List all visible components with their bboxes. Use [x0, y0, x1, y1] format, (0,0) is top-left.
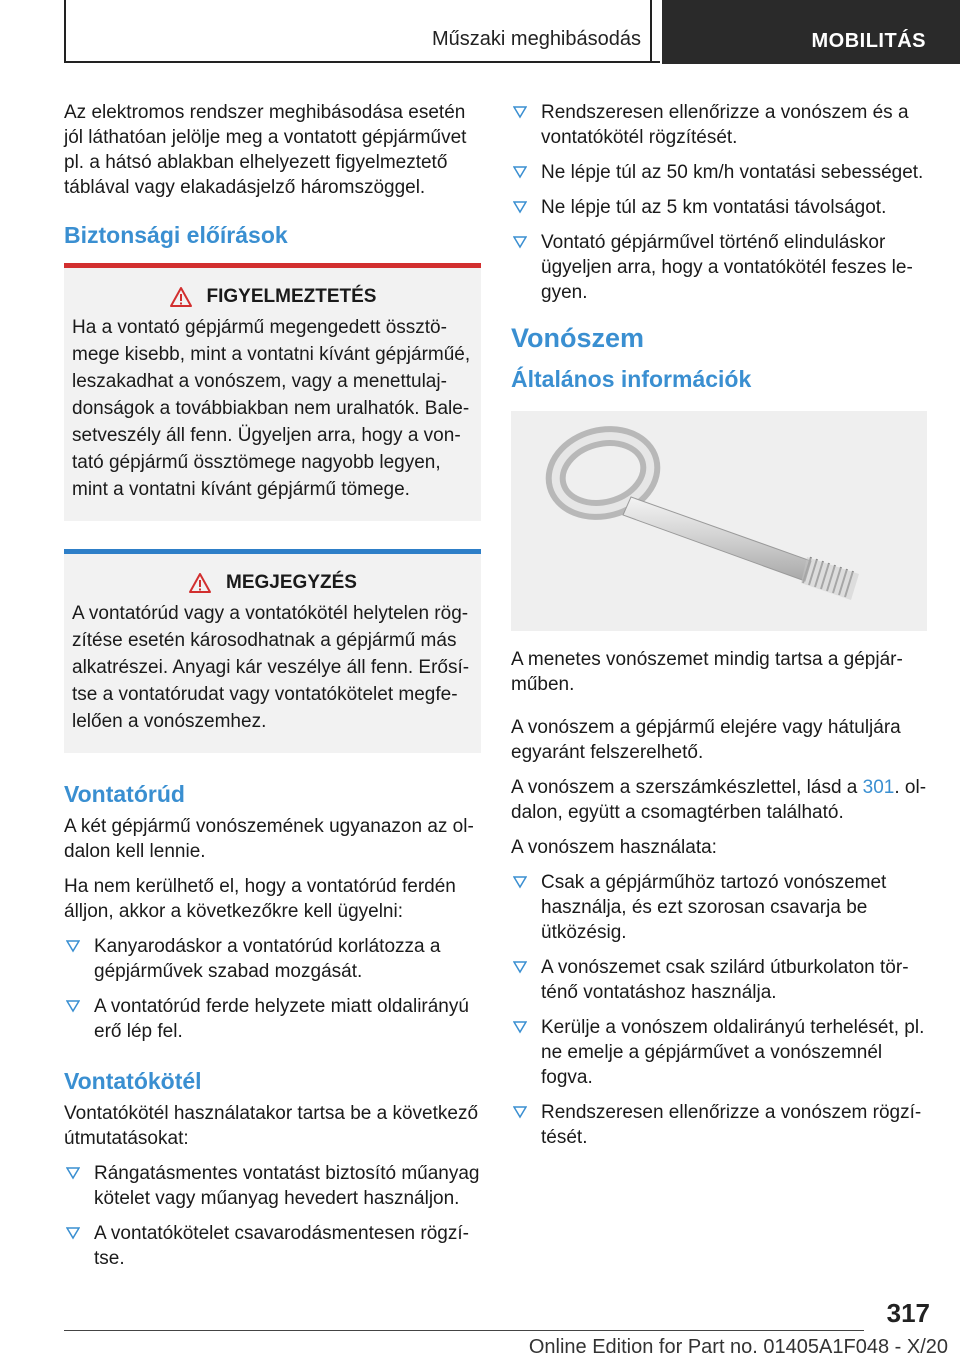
tow-rope-heading: Vontatókötél: [64, 1068, 202, 1094]
bullet-triangle-icon: [513, 1105, 527, 1119]
list-item-text: A vontatórúd ferde helyzete miatt oldalirányú erő lép fel.: [94, 996, 469, 1042]
list-item: [511, 955, 928, 1005]
list-item-text: Rendszeresen ellenőrizze a vonószem és a vontatókötél rögzítését.: [541, 102, 909, 148]
footer-rule: [64, 1330, 864, 1331]
warning-title: [72, 286, 473, 308]
safety-heading: Biztonsági előírások: [64, 222, 288, 248]
bullet-triangle-icon: [66, 999, 80, 1013]
caution-triangle-icon: [188, 572, 212, 594]
list-item: [64, 1161, 481, 1211]
tow-bar-list: [64, 934, 481, 1044]
list-item: [511, 1100, 928, 1150]
tow-bar-paragraph-2: Ha nem kerülhető el, hogy a vontatórúd ferdén álljon, akkor a következőkre kell ügyelni:: [64, 876, 456, 922]
list-item-text: A vontatókötelet csavarodásmentesen rögzítse.: [94, 1223, 469, 1269]
header-mid-rule: [650, 0, 652, 62]
note-title: [72, 572, 473, 594]
header-left-rule: [64, 0, 66, 62]
bullet-triangle-icon: [513, 200, 527, 214]
bullet-triangle-icon: [66, 1166, 80, 1180]
list-item: [511, 230, 928, 305]
bullet-triangle-icon: [513, 235, 527, 249]
mounting-paragraph: A vonószem a gépjármű elejére vagy hátuljára egyaránt felszerelhető.: [511, 717, 901, 763]
list-item-text: Csak a gépjárműhöz tartozó vonószemet használja, és ezt szorosan csavarja be ütközésig.: [541, 872, 887, 943]
usage-list: [511, 870, 928, 1150]
list-item-text: Vontató gépjárművel történő elinduláskor ügyeljen arra, hogy a vontatókötél feszes legyen.: [541, 232, 913, 303]
bullet-triangle-icon: [66, 939, 80, 953]
towing-eye-heading: Vonószem: [511, 323, 645, 353]
list-item: [511, 195, 928, 220]
bullet-triangle-icon: [513, 1020, 527, 1034]
location-text-after: . oldalon, együtt a csomagtérben található.: [511, 777, 927, 823]
header-section-title: Műszaki meghibásodás: [432, 28, 641, 50]
note-box: [64, 554, 481, 753]
right-column: [511, 100, 928, 1160]
bullet-triangle-icon: [513, 105, 527, 119]
tow-rope-paragraph: Vontatókötél használatakor tartsa be a következő útmutatásokat:: [64, 1103, 479, 1149]
list-item-text: Rángatásmentes vontatást biztosító műanyag kötelet vagy műanyag hevedert használjon.: [94, 1163, 480, 1209]
tow-rope-list: [64, 1161, 481, 1271]
header-chapter-tab: [662, 0, 960, 64]
bullet-triangle-icon: [66, 1226, 80, 1240]
list-item: [511, 160, 928, 185]
list-item-text: Rendszeresen ellenőrizze a vonószem rögzítését.: [541, 1102, 922, 1148]
note-text: A vontatórúd vagy a vontatókötél helytelen rögzítése esetén károsodhatnak a gépjármű más alkatrészei. Anyagi kár veszélye áll fenn. Erősítse a vontatórudat vagy vontatókötelet megfelelően a vonószemhez.: [72, 603, 470, 732]
towing-eye-image: [511, 411, 927, 631]
image-caption-paragraph: A menetes vonószemet mindig tartsa a gépjárműben.: [511, 649, 903, 695]
list-item-text: Ne lépje túl az 50 km/h vontatási sebességet.: [541, 162, 924, 183]
list-item-text: Kerülje a vonószem oldalirányú terhelését, pl. ne emelje a gépjárművet a vonószemnél fogva.: [541, 1017, 925, 1088]
warning-triangle-icon: [169, 286, 193, 308]
list-item: [511, 100, 928, 150]
page-number: 317: [886, 1298, 930, 1328]
header-chapter-label: MOBILITÁS: [811, 30, 926, 52]
general-info-heading: Általános információk: [511, 366, 752, 392]
footer-edition: Online Edition for Part no. 01405A1F048 - X/20: [528, 1336, 948, 1358]
list-item: [511, 870, 928, 945]
location-paragraph: [511, 775, 928, 825]
list-item-text: Kanyarodáskor a vontatórúd korlátozza a gépjárművek szabad mozgását.: [94, 936, 441, 982]
warning-box: [64, 268, 481, 521]
bullet-triangle-icon: [513, 165, 527, 179]
note-title-text: MEGJEGYZÉS: [226, 572, 357, 593]
towing-checks-list: [511, 100, 928, 305]
bullet-triangle-icon: [513, 875, 527, 889]
list-item: [64, 1221, 481, 1271]
warning-title-text: FIGYELMEZTETÉS: [206, 286, 377, 307]
list-item: [511, 1015, 928, 1090]
bullet-triangle-icon: [513, 960, 527, 974]
usage-intro-paragraph: A vonószem használata:: [511, 837, 717, 858]
list-item-text: A vonószemet csak szilárd útburkolaton történő vontatáshoz használja.: [541, 957, 909, 1003]
towing-eye-illustration: [511, 411, 927, 631]
page-reference-link[interactable]: 301: [862, 777, 895, 798]
tow-bar-paragraph-1: A két gépjármű vonószemének ugyanazon az oldalon kell lennie.: [64, 816, 474, 862]
location-text-before: A vonószem a szerszámkészlettel, lásd a: [511, 777, 863, 798]
list-item: [64, 934, 481, 984]
left-column: [64, 100, 481, 1281]
list-item-text: Ne lépje túl az 5 km vontatási távolságot.: [541, 197, 887, 218]
intro-paragraph: Az elektromos rendszer meghibásodása esetén jól láthatóan jelölje meg a vontatott gépjárművet pl. a hátsó ablakban elhelyezett figyelmeztető táblával vagy elakadásjelző háromszöggel.: [64, 102, 467, 198]
tow-bar-heading: Vontatórúd: [64, 781, 185, 807]
warning-text: Ha a vontató gépjármű megengedett össztömege kisebb, mint a vontatni kívánt gépjárműé, leszakadhat a vonószem, vagy a menettulajdonságok a továbbiakban nem uralhatók. Balesetveszély áll fenn. Ügyeljen arra, hogy a vontató gépjármű össztömege nagyobb legyen, mint a vontatni kívánt gépjármű tömege.: [72, 317, 471, 500]
list-item: [64, 994, 481, 1044]
header-bottom-rule: [64, 61, 660, 63]
